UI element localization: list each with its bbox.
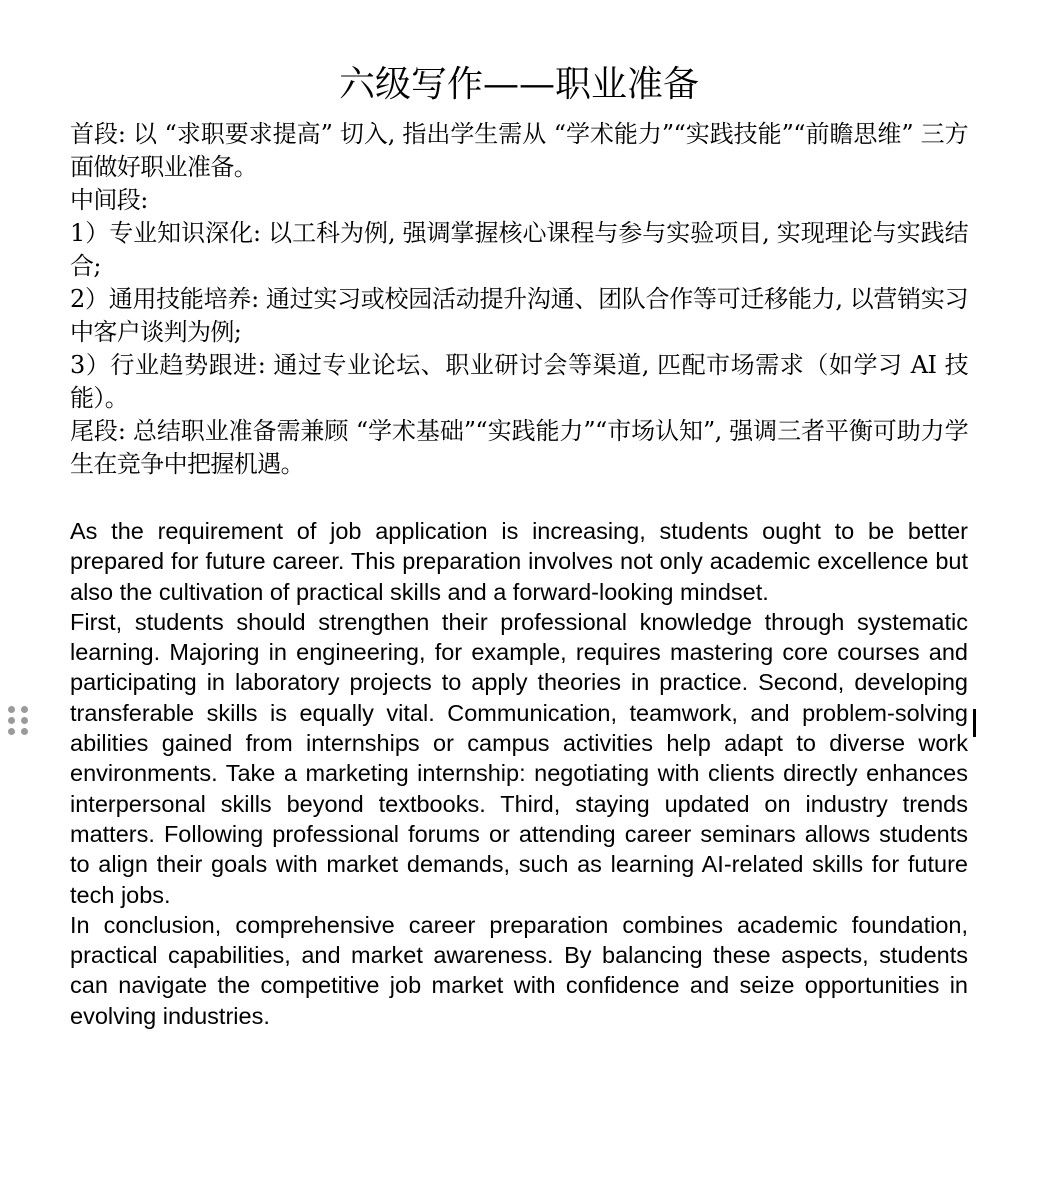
document-page[interactable] <box>70 58 968 1031</box>
outline-point-3: 3）行业趋势跟进: 通过专业论坛、职业研讨会等渠道, 匹配市场需求（如学习 AI 技能）。 <box>70 351 968 412</box>
outline-section <box>70 118 968 481</box>
drag-handle-icon[interactable] <box>8 706 28 738</box>
drag-handle-dot <box>21 728 28 735</box>
essay-section <box>70 516 968 1031</box>
drag-handle-dot <box>8 728 15 735</box>
drag-handle-dot <box>8 706 15 713</box>
outline-opening: 首段: 以 “求职要求提高” 切入, 指出学生需从 “学术能力”“实践技能”“前瞻思维” 三方面做好职业准备。 <box>70 120 968 181</box>
outline-point-1: 1）专业知识深化: 以工科为例, 强调掌握核心课程与参与实验项目, 实现理论与实践结合; <box>70 219 968 280</box>
essay-paragraph-conclusion: In conclusion, comprehensive career preparation combines academic foundation, practical capabilities, and market awareness. By balancing these aspects, students can navigate the competitive job market with confidence and seize opportunities in evolving industries. <box>70 911 968 1029</box>
drag-handle-dot <box>21 717 28 724</box>
drag-handle-dot <box>21 706 28 713</box>
drag-handle-dot <box>8 717 15 724</box>
outline-point-2: 2）通用技能培养: 通过实习或校园活动提升沟通、团队合作等可迁移能力, 以营销实习中客户谈判为例; <box>70 285 968 346</box>
essay-paragraph-intro: As the requirement of job application is increasing, students ought to be better prepared for future career. This preparation involves not only academic excellence but also the cultivation of practical skills and a forward-looking mindset. <box>70 518 968 605</box>
text-cursor <box>973 709 976 737</box>
page-title: 六级写作——职业准备 <box>338 64 699 105</box>
outline-middle-label: 中间段: <box>70 186 148 214</box>
essay-paragraph-body: First, students should strengthen their professional knowledge through systematic learning. Majoring in engineering, for example, requires mastering core courses and participating in laboratory projects to apply theories in practice. Second, developing transferable skills is equally vital. Communication, teamwork, and problem-solving abilities gained from internships or campus activities help adapt to diverse work environments. Take a marketing internship: negotiating with clients directly enhances interpersonal skills beyond textbooks. Third, staying updated on industry trends matters. Following professional forums or attending career seminars allows students to align their goals with market demands, such as learning AI-related skills for future tech jobs. <box>70 608 968 908</box>
outline-closing: 尾段: 总结职业准备需兼顾 “学术基础”“实践能力”“市场认知”, 强调三者平衡可助力学生在竞争中把握机遇。 <box>70 417 968 478</box>
